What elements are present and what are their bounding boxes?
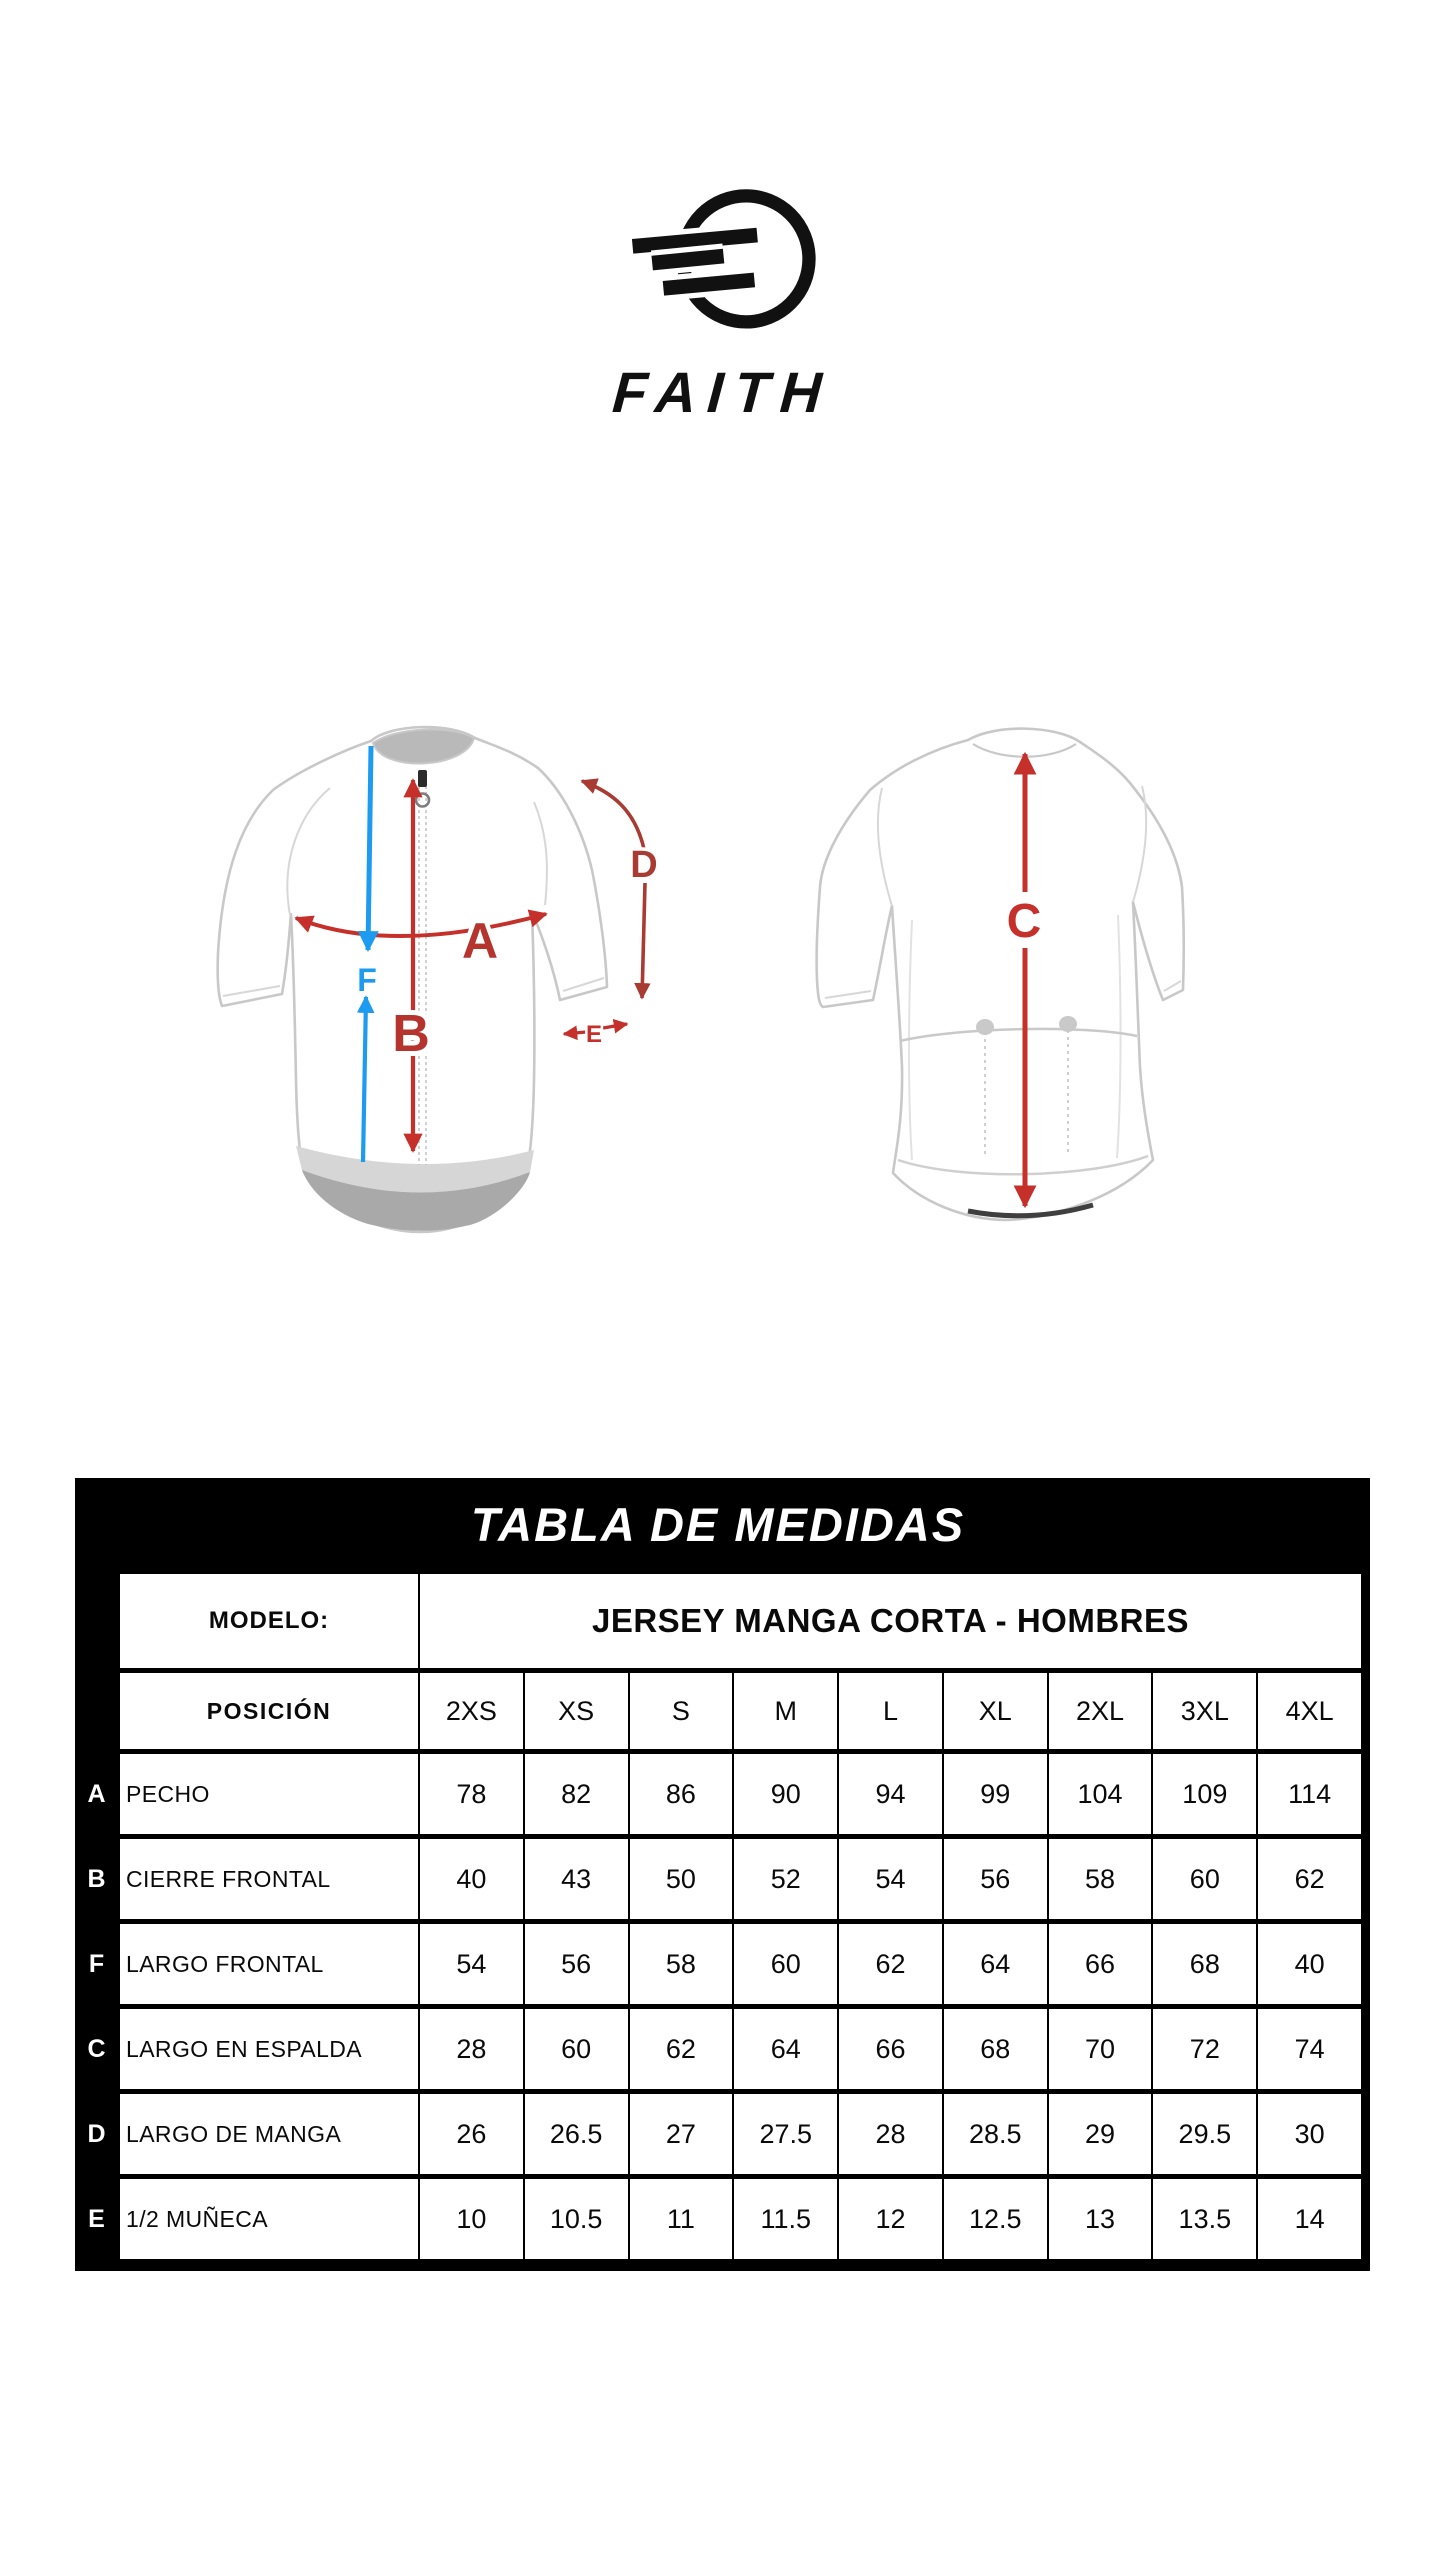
row-label: LARGO DE MANGA bbox=[120, 2094, 418, 2174]
measure-value: 62 bbox=[630, 2009, 733, 2089]
measure-value: 66 bbox=[1049, 1924, 1152, 2004]
frame-cell bbox=[75, 1673, 118, 1749]
size-header: XS bbox=[525, 1673, 628, 1749]
measure-value: 28 bbox=[420, 2009, 523, 2089]
row-letter: D bbox=[75, 2094, 118, 2174]
measure-f-line-lower bbox=[363, 997, 366, 1162]
measure-value: 11.5 bbox=[734, 2179, 837, 2259]
measure-value: 60 bbox=[1153, 1839, 1256, 1919]
back-jersey-outline bbox=[817, 729, 1184, 1220]
size-table-grid bbox=[75, 1574, 1361, 2259]
measure-value: 94 bbox=[839, 1754, 942, 1834]
row-label: 1/2 MUÑECA bbox=[120, 2179, 418, 2259]
row-letter: C bbox=[75, 2009, 118, 2089]
measure-value: 60 bbox=[734, 1924, 837, 2004]
measure-value: 29 bbox=[1049, 2094, 1152, 2174]
measure-value: 64 bbox=[734, 2009, 837, 2089]
measure-value: 109 bbox=[1153, 1754, 1256, 1834]
row-label: PECHO bbox=[120, 1754, 418, 1834]
size-header: S bbox=[630, 1673, 733, 1749]
model-label: MODELO: bbox=[120, 1574, 418, 1668]
measure-value: 62 bbox=[839, 1924, 942, 2004]
measure-value: 114 bbox=[1258, 1754, 1361, 1834]
position-header: POSICIÓN bbox=[120, 1673, 418, 1749]
row-label: CIERRE FRONTAL bbox=[120, 1839, 418, 1919]
measure-label-f: F bbox=[357, 962, 377, 998]
row-letter: A bbox=[75, 1754, 118, 1834]
row-label: LARGO FRONTAL bbox=[120, 1924, 418, 2004]
measure-d-arc bbox=[582, 781, 644, 849]
size-header: 2XL bbox=[1049, 1673, 1152, 1749]
measure-e-arrow-left bbox=[564, 1032, 586, 1034]
measure-value: 68 bbox=[1153, 1924, 1256, 2004]
size-header: 3XL bbox=[1153, 1673, 1256, 1749]
measure-value: 26.5 bbox=[525, 2094, 628, 2174]
measure-label-e: E bbox=[585, 1021, 603, 1048]
measure-label-b: B bbox=[392, 1005, 430, 1063]
size-header: L bbox=[839, 1673, 942, 1749]
measure-value: 86 bbox=[630, 1754, 733, 1834]
back-jersey-drawing bbox=[817, 729, 1184, 1220]
measure-value: 13 bbox=[1049, 2179, 1152, 2259]
logo-speed-lines bbox=[633, 235, 758, 288]
measure-value: 90 bbox=[734, 1754, 837, 1834]
measure-value: 68 bbox=[944, 2009, 1047, 2089]
measure-value: 54 bbox=[839, 1839, 942, 1919]
measure-value: 74 bbox=[1258, 2009, 1361, 2089]
measure-value: 27 bbox=[630, 2094, 733, 2174]
measure-e-arrow-right bbox=[603, 1024, 627, 1028]
size-header: M bbox=[734, 1673, 837, 1749]
measure-value: 66 bbox=[839, 2009, 942, 2089]
brand-logo-icon bbox=[571, 158, 851, 350]
measure-value: 60 bbox=[525, 2009, 628, 2089]
measure-value: 10 bbox=[420, 2179, 523, 2259]
measure-label-d: D bbox=[630, 844, 658, 886]
size-header: 4XL bbox=[1258, 1673, 1361, 1749]
measure-value: 40 bbox=[1258, 1924, 1361, 2004]
measure-value: 99 bbox=[944, 1754, 1047, 1834]
measure-value: 58 bbox=[630, 1924, 733, 2004]
measure-value: 56 bbox=[944, 1839, 1047, 1919]
measure-d-line bbox=[642, 883, 645, 998]
measure-value: 52 bbox=[734, 1839, 837, 1919]
measure-label-c: C bbox=[1006, 895, 1042, 948]
frame-cell bbox=[75, 1574, 118, 1668]
measure-value: 29.5 bbox=[1153, 2094, 1256, 2174]
measure-label-a: A bbox=[461, 913, 499, 969]
zipper-slider bbox=[418, 770, 427, 787]
measure-value: 72 bbox=[1153, 2009, 1256, 2089]
measure-value: 26 bbox=[420, 2094, 523, 2174]
measure-value: 50 bbox=[630, 1839, 733, 1919]
measure-value: 43 bbox=[525, 1839, 628, 1919]
measure-f-line-upper bbox=[368, 746, 371, 950]
measure-value: 54 bbox=[420, 1924, 523, 2004]
measure-value: 13.5 bbox=[1153, 2179, 1256, 2259]
measure-value: 14 bbox=[1258, 2179, 1361, 2259]
measure-value: 27.5 bbox=[734, 2094, 837, 2174]
back-pocket-tab-left bbox=[976, 1019, 994, 1035]
measure-value: 64 bbox=[944, 1924, 1047, 2004]
measure-value: 70 bbox=[1049, 2009, 1152, 2089]
jersey-measurement-diagram bbox=[130, 710, 1310, 1240]
row-letter: B bbox=[75, 1839, 118, 1919]
row-letter: E bbox=[75, 2179, 118, 2259]
measure-value: 104 bbox=[1049, 1754, 1152, 1834]
measure-value: 28.5 bbox=[944, 2094, 1047, 2174]
size-header: 2XS bbox=[420, 1673, 523, 1749]
size-header: XL bbox=[944, 1673, 1047, 1749]
back-pocket-tab-right bbox=[1059, 1016, 1077, 1032]
measure-value: 40 bbox=[420, 1839, 523, 1919]
size-table bbox=[75, 1478, 1370, 2271]
measure-value: 62 bbox=[1258, 1839, 1361, 1919]
measure-value: 12.5 bbox=[944, 2179, 1047, 2259]
table-title: TABLA DE MEDIDAS bbox=[470, 1498, 966, 1551]
model-value: JERSEY MANGA CORTA - HOMBRES bbox=[420, 1574, 1361, 1668]
measure-value: 78 bbox=[420, 1754, 523, 1834]
measure-value: 10.5 bbox=[525, 2179, 628, 2259]
brand-name: FAITH bbox=[610, 361, 835, 425]
measure-value: 82 bbox=[525, 1754, 628, 1834]
measure-value: 11 bbox=[630, 2179, 733, 2259]
measure-value: 58 bbox=[1049, 1839, 1152, 1919]
measure-value: 28 bbox=[839, 2094, 942, 2174]
measure-value: 30 bbox=[1258, 2094, 1361, 2174]
measure-value: 12 bbox=[839, 2179, 942, 2259]
row-letter: F bbox=[75, 1924, 118, 2004]
measure-value: 56 bbox=[525, 1924, 628, 2004]
row-label: LARGO EN ESPALDA bbox=[120, 2009, 418, 2089]
